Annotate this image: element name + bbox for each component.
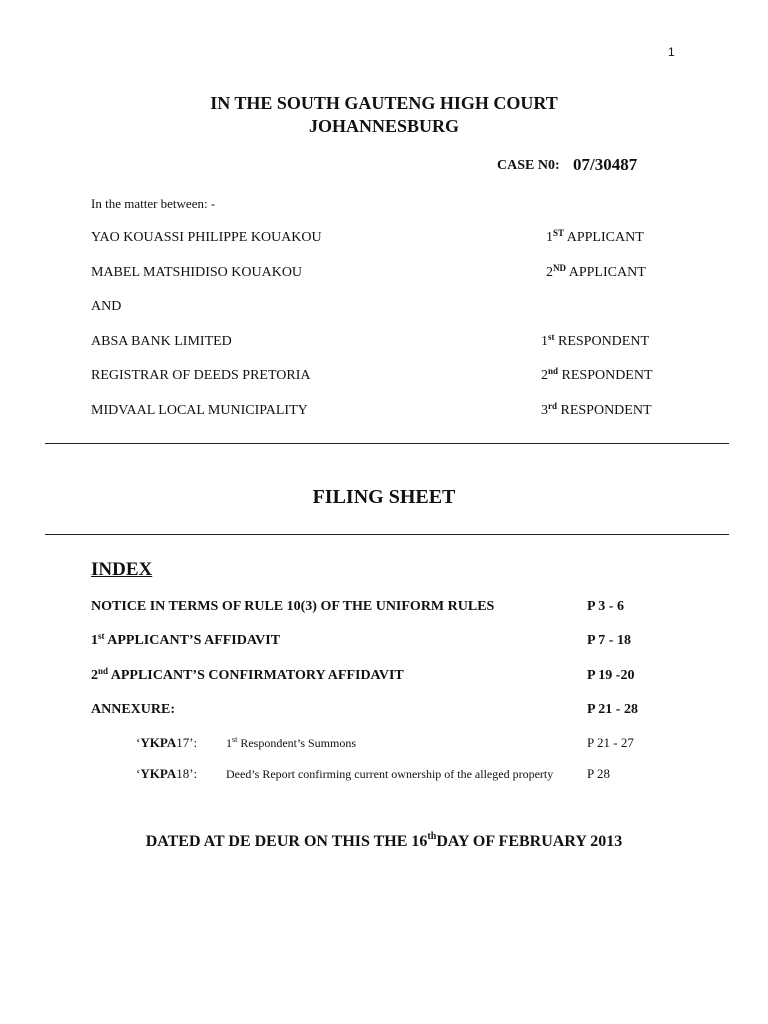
annexure-desc-2: Deed’s Report confirming current ownership of the alleged property bbox=[226, 767, 554, 781]
party-role-1 bbox=[546, 230, 644, 246]
party-name-3: ABSA BANK LIMITED bbox=[91, 334, 232, 349]
party-name-2: MABEL MATSHIDISO KOUAKOU bbox=[91, 265, 303, 280]
index-ordinal: 2 bbox=[91, 668, 98, 683]
party-name-1: YAO KOUASSI PHILIPPE KOUAKOU bbox=[91, 230, 322, 245]
filing-sheet-title: FILING SHEET bbox=[312, 486, 456, 508]
party-ordinal-suffix: nd bbox=[548, 366, 559, 376]
annexure-pages-2: P 28 bbox=[587, 766, 610, 781]
party-name-5: MIDVAAL LOCAL MUNICIPALITY bbox=[91, 403, 308, 418]
divider-top bbox=[45, 443, 729, 444]
party-ordinal-suffix: rd bbox=[548, 401, 557, 411]
open-quote: ‘ bbox=[136, 766, 141, 781]
court-city: JOHANNESBURG bbox=[308, 116, 460, 136]
dated-rest: DAY OF FEBRUARY 2013 bbox=[436, 833, 623, 850]
index-heading: INDEX bbox=[91, 559, 153, 580]
party-ordinal: 2 bbox=[541, 368, 548, 383]
party-ordinal-suffix: st bbox=[548, 332, 555, 342]
party-ordinal-suffix: ST bbox=[553, 228, 565, 238]
dated-prefix: DATED AT DE DEUR ON THIS THE 16 bbox=[145, 833, 428, 850]
party-ordinal: 1 bbox=[541, 334, 548, 349]
annexure-ordinal-suffix: st bbox=[232, 735, 238, 744]
index-entry-pages-3: P 19 -20 bbox=[587, 668, 635, 683]
party-role-label: RESPONDENT bbox=[558, 334, 650, 349]
index-entry-title-2 bbox=[91, 633, 280, 649]
court-name: IN THE SOUTH GAUTENG HIGH COURT bbox=[210, 93, 558, 113]
case-number-value: 07/30487 bbox=[573, 155, 638, 174]
index-entry-title-3 bbox=[91, 668, 404, 684]
page-number: 1 bbox=[668, 45, 675, 59]
party-ordinal: 2 bbox=[546, 265, 553, 280]
annexure-ordinal: 1 bbox=[226, 736, 232, 750]
party-role-label: RESPONDENT bbox=[561, 368, 653, 383]
annexure-pages-1: P 21 - 27 bbox=[587, 735, 634, 750]
dated-line bbox=[0, 833, 768, 851]
annexure-code-number: 17’: bbox=[176, 735, 198, 750]
annexure-code-2 bbox=[136, 766, 197, 782]
party-ordinal: 3 bbox=[541, 403, 548, 418]
party-role-2 bbox=[546, 265, 646, 281]
party-role-label: APPLICANT bbox=[566, 230, 644, 245]
index-entry-text: APPLICANT’S CONFIRMATORY AFFIDAVIT bbox=[110, 668, 404, 683]
index-entry-pages-2: P 7 - 18 bbox=[587, 633, 631, 648]
party-name-4: REGISTRAR OF DEEDS PRETORIA bbox=[91, 368, 311, 383]
matter-between: In the matter between: - bbox=[91, 196, 216, 211]
annexure-code-number: 18’: bbox=[176, 766, 198, 781]
index-entry-title-4: ANNEXURE: bbox=[91, 702, 175, 717]
party-role-3 bbox=[541, 334, 649, 350]
party-role-4 bbox=[541, 368, 653, 384]
annexure-code-prefix: YKPA bbox=[140, 766, 177, 781]
dated-day-suffix: th bbox=[427, 831, 437, 842]
court-heading bbox=[0, 92, 768, 138]
and-separator: AND bbox=[91, 299, 122, 314]
annexure-code-prefix: YKPA bbox=[140, 735, 177, 750]
party-role-label: RESPONDENT bbox=[560, 403, 652, 418]
divider-bottom bbox=[45, 534, 729, 535]
party-role-label: APPLICANT bbox=[568, 265, 646, 280]
index-ordinal-suffix: nd bbox=[98, 666, 109, 676]
open-quote: ‘ bbox=[136, 735, 141, 750]
annexure-desc-1 bbox=[226, 735, 571, 751]
party-ordinal-suffix: ND bbox=[553, 263, 566, 273]
annexure-code-1 bbox=[136, 735, 197, 751]
party-ordinal: 1 bbox=[546, 230, 553, 245]
index-entry-text: APPLICANT’S AFFIDAVIT bbox=[107, 633, 281, 648]
party-role-5 bbox=[541, 403, 652, 419]
index-ordinal: 1 bbox=[91, 633, 98, 648]
annexure-description: Respondent’s Summons bbox=[240, 736, 357, 750]
index-entry-title-1: NOTICE IN TERMS OF RULE 10(3) OF THE UNIFORM RULES bbox=[91, 599, 495, 614]
index-entry-pages-4: P 21 - 28 bbox=[587, 702, 638, 717]
case-number-label: CASE N0: bbox=[497, 158, 560, 173]
index-entry-pages-1: P 3 - 6 bbox=[587, 599, 624, 614]
index-ordinal-suffix: st bbox=[98, 631, 105, 641]
